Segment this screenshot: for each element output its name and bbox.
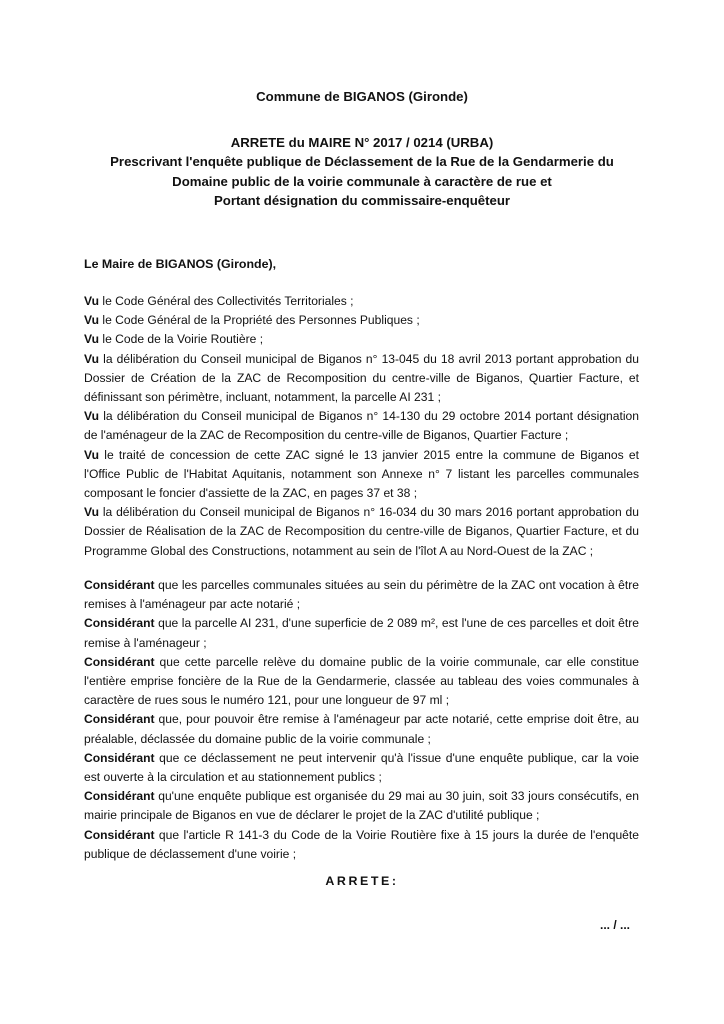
vu-keyword: Vu <box>84 294 100 308</box>
vu-keyword: Vu <box>84 505 100 520</box>
vu-keyword: Vu <box>84 447 100 462</box>
vu-text: le traité de concession de cette ZAC signé le 13 janvier 2015 entre la commune de Biganos et l'Office Public de l'Habitat Aquitanis, notamment son Annexe n° 7 listant les parcelles communales composant le foncier d'assiette de la ZAC, en pages 37 et 38 ; <box>84 447 639 501</box>
considerant-list <box>84 576 639 864</box>
considerant-item <box>84 749 639 787</box>
decree-number: ARRETE du MAIRE N° 2017 / 0214 (URBA) <box>230 135 494 150</box>
considerant-text: qu'une enquête publique est organisée du 29 mai au 30 juin, soit 33 jours consécutifs, en mairie principale de Biganos en vue de déclarer le projet de la ZAC d'utilité publique ; <box>84 789 639 823</box>
vu-text: le Code de la Voirie Routière ; <box>99 332 264 347</box>
vu-text: la délibération du Conseil municipal de Biganos n° 16-034 du 30 mars 2016 portant approbation du Dossier de Réalisation de la ZAC de Recomposition du centre-ville de Biganos, Quartier Facture, et du Programme Global des Constructions, notamment au sein de l'îlot A au Nord-Ouest de la ZAC ; <box>84 505 639 558</box>
vu-text: la délibération du Conseil municipal de Biganos n° 14-130 du 29 octobre 2014 portant désignation de l'aménageur de la ZAC de Recomposition du centre-ville de Biganos, Quartier Facture ; <box>84 409 639 443</box>
considerant-item <box>84 576 639 614</box>
vu-keyword: Vu <box>84 332 100 347</box>
considerant-keyword: Considérant <box>84 578 155 592</box>
decree-subject-line-2: Domaine public de la voirie communale à caractère de rue et <box>172 173 552 189</box>
considerant-text: que l'article R 141-3 du Code de la Voirie Routière fixe à 15 jours la durée de l'enquête publique de déclassement d'une voirie ; <box>84 827 639 861</box>
considerant-text: que, pour pouvoir être remise à l'aménageur par acte notarié, cette emprise doit être, au préalable, déclassée du domaine public de la voirie communale ; <box>84 712 639 746</box>
commune-heading: Commune de BIGANOS (Gironde) <box>256 89 468 104</box>
vu-item <box>84 311 639 330</box>
vu-keyword: Vu <box>84 351 100 366</box>
considerant-text: que cette parcelle relève du domaine public de la voirie communale, car elle constitue l'entière emprise foncière de la Rue de la Gendarmerie, classée au tableau des voies communales à caractère de rues sous le numéro 121, pour une longueur de 97 ml ; <box>84 654 639 708</box>
considerant-item <box>84 787 639 825</box>
vu-keyword: Vu <box>84 313 100 328</box>
considerant-keyword: Considérant <box>84 654 155 669</box>
considerant-item <box>84 653 639 711</box>
considerant-keyword: Considérant <box>84 789 155 804</box>
mayor-intro: Le Maire de BIGANOS (Gironde), <box>84 257 277 271</box>
vu-item <box>84 446 639 504</box>
considerant-text: que ce déclassement ne peut intervenir qu'à l'issue d'une enquête publique, car la voie est ouverte à la circulation et au stationnement publics ; <box>84 750 639 785</box>
considerant-text: que les parcelles communales situées au sein du périmètre de la ZAC ont vocation à être remises à l'aménageur par acte notarié ; <box>84 578 639 612</box>
vu-item <box>84 330 639 349</box>
vu-text: le Code Général des Collectivités Territoriales ; <box>99 294 354 308</box>
vu-text: le Code Général de la Propriété des Personnes Publiques ; <box>99 313 420 328</box>
vu-item <box>84 503 639 561</box>
page-continuation-mark: ... / ... <box>600 918 631 932</box>
vu-text: la délibération du Conseil municipal de Biganos n° 13-045 du 18 avril 2013 portant approbation du Dossier de Création de la ZAC de Recomposition du centre-ville de Biganos, Quartier Facture, et définissant son périmètre, incluant, notamment, la parcelle AI 231 ; <box>84 351 639 405</box>
considerant-item <box>84 710 639 748</box>
considerant-text: que la parcelle AI 231, d'une superficie de 2 089 m², est l'une de ces parcelles et doit être remise à l'aménageur ; <box>84 616 639 650</box>
decree-subject-line-1: Prescrivant l'enquête publique de Déclassement de la Rue de la Gendarmerie du <box>110 154 614 170</box>
vu-item <box>84 407 639 445</box>
decree-subject-line-3: Portant désignation du commissaire-enquêteur <box>213 192 511 208</box>
vu-item <box>84 350 639 408</box>
considerant-keyword: Considérant <box>84 827 155 842</box>
considerant-keyword: Considérant <box>84 712 155 727</box>
vu-item <box>84 292 639 311</box>
considerant-keyword: Considérant <box>84 616 155 631</box>
vu-list <box>84 292 639 561</box>
vu-keyword: Vu <box>84 409 100 424</box>
arrete-heading: ARRETE: <box>325 874 399 888</box>
decree-title <box>60 133 664 210</box>
considerant-item <box>84 614 639 652</box>
considerant-keyword: Considérant <box>84 750 155 765</box>
considerant-item <box>84 826 639 864</box>
